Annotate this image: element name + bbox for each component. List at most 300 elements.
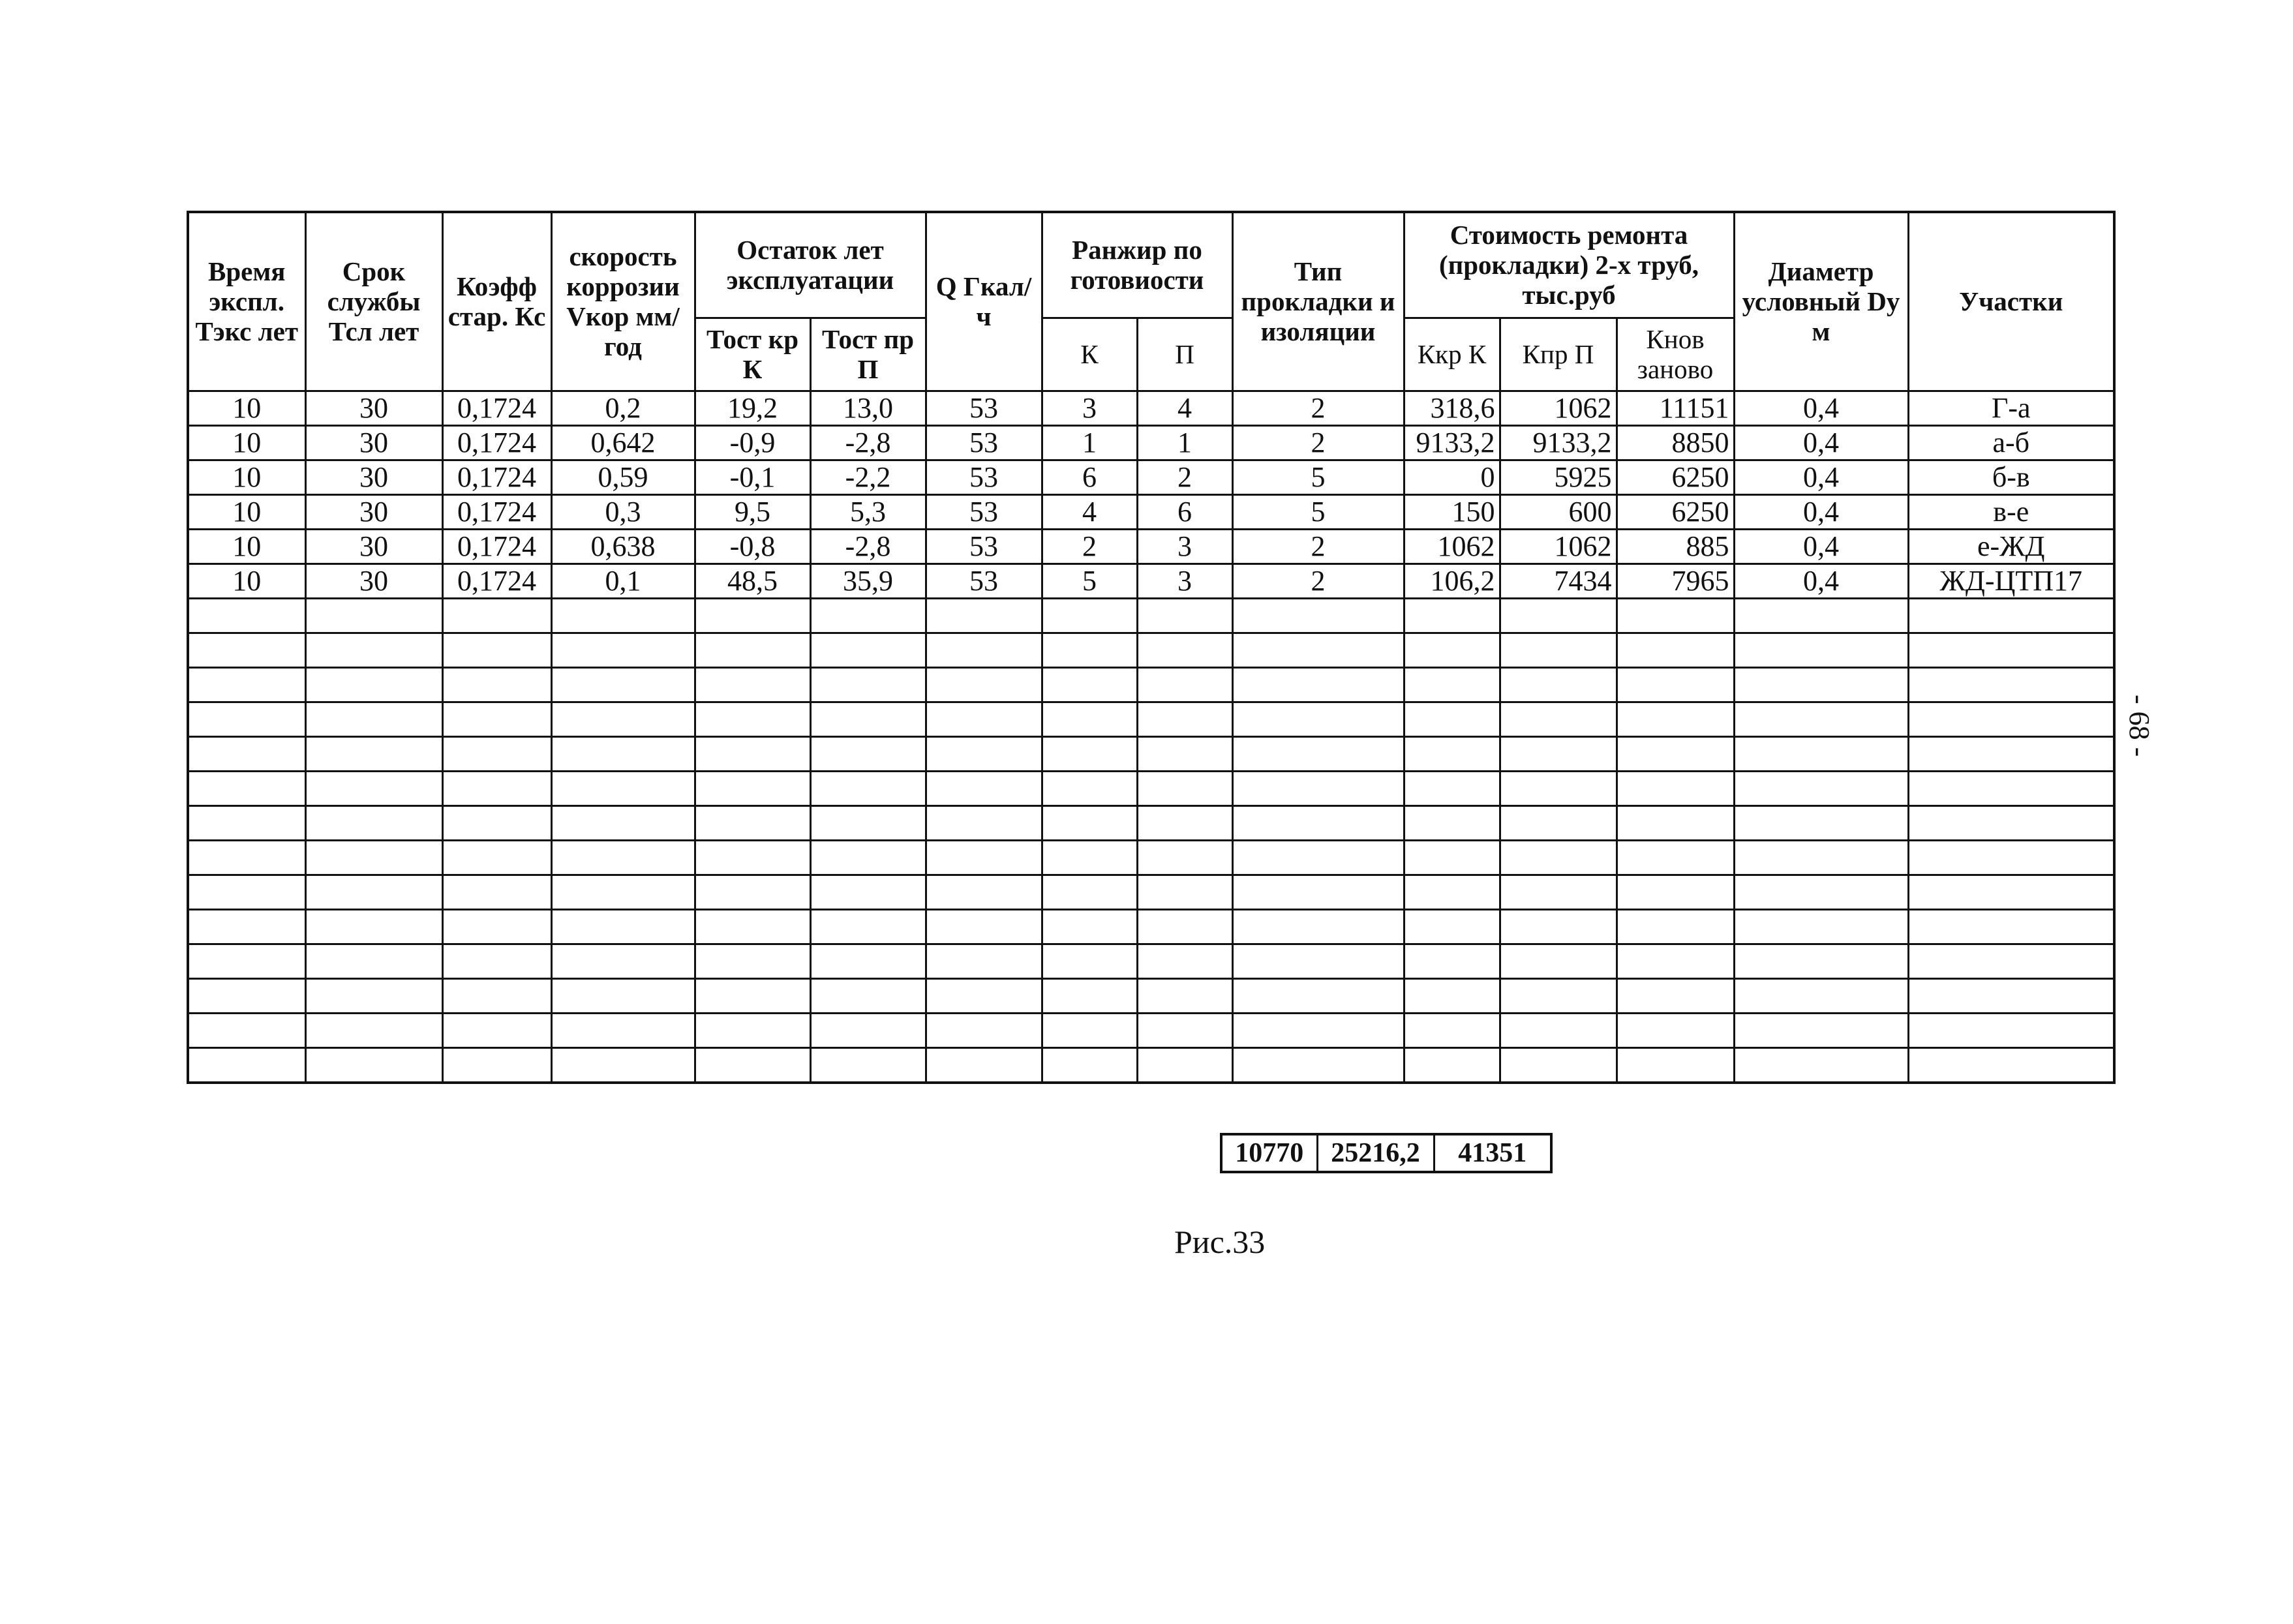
- cell-p: 3: [1137, 564, 1232, 598]
- empty-cell: [551, 667, 695, 702]
- empty-cell: [1232, 1013, 1404, 1047]
- empty-cell: [188, 667, 305, 702]
- cell-rp: 13,0: [810, 391, 926, 425]
- empty-cell: [1908, 702, 2114, 736]
- empty-cell: [1617, 978, 1734, 1013]
- empty-cell: [305, 805, 442, 840]
- cell-s: 30: [305, 494, 442, 529]
- table-body: [188, 391, 2114, 1083]
- empty-cell: [442, 598, 551, 633]
- empty-cell: [1500, 1047, 1617, 1083]
- cell-c: 0,1724: [442, 460, 551, 494]
- cell-rp: -2,2: [810, 460, 926, 494]
- empty-cell: [1042, 771, 1137, 805]
- empty-cell: [442, 840, 551, 875]
- cell-s: 30: [305, 529, 442, 564]
- empty-cell: [1908, 1047, 2114, 1083]
- empty-cell: [1734, 909, 1908, 944]
- empty-cell: [1617, 1013, 1734, 1047]
- cell-cp: 1062: [1500, 529, 1617, 564]
- empty-cell: [551, 909, 695, 944]
- empty-cell: [551, 771, 695, 805]
- empty-cell: [810, 598, 926, 633]
- empty-cell: [442, 875, 551, 909]
- empty-cell: [926, 633, 1042, 667]
- empty-cell: [926, 1047, 1042, 1083]
- empty-cell: [1734, 598, 1908, 633]
- empty-cell: [926, 702, 1042, 736]
- empty-cell: [442, 1047, 551, 1083]
- empty-cell: [551, 805, 695, 840]
- cell-ck: 1062: [1404, 529, 1500, 564]
- empty-row: [188, 771, 2114, 805]
- cell-c: 0,1724: [442, 529, 551, 564]
- cell-cp: 1062: [1500, 391, 1617, 425]
- cell-s: 30: [305, 425, 442, 460]
- header-remaining-years: Остаток лет эксплуатации: [695, 212, 926, 318]
- cell-t: 10: [188, 564, 305, 598]
- empty-cell: [1042, 875, 1137, 909]
- cell-q: 53: [926, 564, 1042, 598]
- header-sections: Участки: [1908, 212, 2114, 391]
- empty-cell: [1137, 909, 1232, 944]
- cell-v: 0,638: [551, 529, 695, 564]
- header-service-life: Срок службы Тсл лет: [305, 212, 442, 391]
- empty-cell: [551, 944, 695, 978]
- empty-cell: [1500, 909, 1617, 944]
- cell-c: 0,1724: [442, 425, 551, 460]
- empty-cell: [551, 702, 695, 736]
- cell-c: 0,1724: [442, 564, 551, 598]
- empty-cell: [188, 598, 305, 633]
- empty-cell: [1137, 1047, 1232, 1083]
- empty-cell: [1232, 805, 1404, 840]
- header-rank-p: П: [1137, 318, 1232, 391]
- cell-k: 5: [1042, 564, 1137, 598]
- empty-cell: [305, 633, 442, 667]
- empty-cell: [1042, 1047, 1137, 1083]
- header-diameter: Диаметр условный Dу м: [1734, 212, 1908, 391]
- empty-cell: [1137, 633, 1232, 667]
- empty-cell: [1042, 840, 1137, 875]
- empty-cell: [926, 736, 1042, 771]
- empty-cell: [305, 1047, 442, 1083]
- empty-cell: [1734, 805, 1908, 840]
- empty-cell: [1500, 736, 1617, 771]
- empty-cell: [926, 840, 1042, 875]
- figure-caption: Рис.33: [1174, 1224, 1266, 1260]
- empty-cell: [1734, 771, 1908, 805]
- empty-cell: [442, 909, 551, 944]
- header-q: Q Гкал/ч: [926, 212, 1042, 391]
- cell-rk: -0,8: [695, 529, 810, 564]
- table-row: [188, 529, 2114, 564]
- empty-cell: [1404, 840, 1500, 875]
- cell-sec: в-е: [1908, 494, 2114, 529]
- empty-cell: [810, 875, 926, 909]
- empty-cell: [1500, 1013, 1617, 1047]
- empty-cell: [1734, 702, 1908, 736]
- empty-row: [188, 667, 2114, 702]
- empty-cell: [695, 771, 810, 805]
- empty-cell: [305, 736, 442, 771]
- empty-cell: [551, 875, 695, 909]
- table-row: [188, 494, 2114, 529]
- empty-cell: [188, 1013, 305, 1047]
- header-rank: Ранжир по готовиости: [1042, 212, 1232, 318]
- empty-cell: [1232, 667, 1404, 702]
- empty-cell: [188, 702, 305, 736]
- cell-cp: 9133,2: [1500, 425, 1617, 460]
- empty-cell: [1617, 944, 1734, 978]
- cell-rp: -2,8: [810, 529, 926, 564]
- empty-cell: [1734, 1047, 1908, 1083]
- empty-cell: [810, 633, 926, 667]
- empty-cell: [1500, 875, 1617, 909]
- cell-cn: 885: [1617, 529, 1734, 564]
- empty-cell: [305, 667, 442, 702]
- empty-cell: [1404, 909, 1500, 944]
- empty-cell: [1042, 633, 1137, 667]
- cell-ck: 318,6: [1404, 391, 1500, 425]
- table-row: [188, 391, 2114, 425]
- empty-cell: [1232, 909, 1404, 944]
- empty-cell: [1617, 1047, 1734, 1083]
- empty-cell: [1908, 805, 2114, 840]
- empty-cell: [305, 944, 442, 978]
- empty-cell: [1617, 875, 1734, 909]
- cell-rp: 35,9: [810, 564, 926, 598]
- empty-cell: [810, 702, 926, 736]
- cell-q: 53: [926, 391, 1042, 425]
- empty-cell: [1232, 736, 1404, 771]
- cell-rp: -2,8: [810, 425, 926, 460]
- empty-cell: [1908, 736, 2114, 771]
- empty-cell: [1404, 805, 1500, 840]
- cell-rk: -0,9: [695, 425, 810, 460]
- empty-cell: [1137, 667, 1232, 702]
- empty-cell: [1232, 633, 1404, 667]
- cell-cn: 7965: [1617, 564, 1734, 598]
- table-row: [188, 460, 2114, 494]
- empty-cell: [1908, 633, 2114, 667]
- empty-cell: [1137, 702, 1232, 736]
- empty-cell: [1232, 771, 1404, 805]
- cell-p: 3: [1137, 529, 1232, 564]
- empty-cell: [1232, 702, 1404, 736]
- empty-cell: [695, 909, 810, 944]
- empty-cell: [442, 736, 551, 771]
- cell-t: 10: [188, 391, 305, 425]
- empty-cell: [188, 771, 305, 805]
- cell-sec: б-в: [1908, 460, 2114, 494]
- empty-cell: [188, 633, 305, 667]
- cell-p: 2: [1137, 460, 1232, 494]
- empty-cell: [695, 702, 810, 736]
- empty-cell: [1232, 875, 1404, 909]
- cell-ck: 150: [1404, 494, 1500, 529]
- empty-cell: [1500, 771, 1617, 805]
- total-cost-new: 41351: [1434, 1134, 1551, 1172]
- cell-cp: 5925: [1500, 460, 1617, 494]
- empty-cell: [695, 736, 810, 771]
- empty-cell: [1734, 978, 1908, 1013]
- cell-k: 6: [1042, 460, 1137, 494]
- header-repair-cost: Стоимость ремонта (прокладки) 2-х труб, тыс.руб: [1404, 212, 1734, 318]
- header-corrosion-rate: скорость коррозии Vкор мм/год: [551, 212, 695, 391]
- empty-cell: [695, 875, 810, 909]
- cell-sec: е-ЖД: [1908, 529, 2114, 564]
- empty-cell: [1137, 771, 1232, 805]
- empty-cell: [1404, 978, 1500, 1013]
- empty-cell: [442, 667, 551, 702]
- empty-cell: [810, 1047, 926, 1083]
- data-sheet: [187, 211, 2113, 1084]
- header-aging-coef: Коэфф стар. Кс: [442, 212, 551, 391]
- empty-cell: [1137, 875, 1232, 909]
- empty-row: [188, 736, 2114, 771]
- empty-cell: [305, 771, 442, 805]
- empty-cell: [1232, 978, 1404, 1013]
- cell-sec: а-б: [1908, 425, 2114, 460]
- empty-cell: [551, 736, 695, 771]
- cell-sec: Г-а: [1908, 391, 2114, 425]
- cell-rk: -0,1: [695, 460, 810, 494]
- header-cost-p: Кпр П: [1500, 318, 1617, 391]
- cell-d: 0,4: [1734, 564, 1908, 598]
- empty-cell: [1137, 1013, 1232, 1047]
- cell-v: 0,1: [551, 564, 695, 598]
- cell-p: 1: [1137, 425, 1232, 460]
- empty-cell: [810, 667, 926, 702]
- empty-cell: [1042, 598, 1137, 633]
- table-row: [188, 425, 2114, 460]
- cell-k: 4: [1042, 494, 1137, 529]
- empty-cell: [1734, 840, 1908, 875]
- empty-cell: [1908, 771, 2114, 805]
- empty-cell: [188, 909, 305, 944]
- empty-cell: [926, 978, 1042, 1013]
- totals-row: [1220, 1133, 1553, 1173]
- empty-cell: [1734, 633, 1908, 667]
- cell-t: 10: [188, 494, 305, 529]
- cell-type: 2: [1232, 425, 1404, 460]
- empty-cell: [305, 840, 442, 875]
- empty-cell: [442, 633, 551, 667]
- empty-row: [188, 702, 2114, 736]
- empty-cell: [695, 978, 810, 1013]
- cell-d: 0,4: [1734, 391, 1908, 425]
- empty-cell: [188, 805, 305, 840]
- empty-cell: [926, 598, 1042, 633]
- cell-d: 0,4: [1734, 529, 1908, 564]
- total-cost-p: 25216,2: [1317, 1134, 1434, 1172]
- empty-cell: [188, 875, 305, 909]
- empty-cell: [1617, 840, 1734, 875]
- empty-cell: [1734, 875, 1908, 909]
- empty-cell: [442, 702, 551, 736]
- empty-cell: [695, 598, 810, 633]
- empty-cell: [695, 840, 810, 875]
- empty-cell: [1617, 909, 1734, 944]
- cell-k: 3: [1042, 391, 1137, 425]
- empty-cell: [1908, 1013, 2114, 1047]
- empty-cell: [695, 944, 810, 978]
- cell-q: 53: [926, 460, 1042, 494]
- cell-cn: 6250: [1617, 460, 1734, 494]
- cell-k: 1: [1042, 425, 1137, 460]
- empty-cell: [926, 805, 1042, 840]
- cell-d: 0,4: [1734, 460, 1908, 494]
- empty-cell: [1500, 944, 1617, 978]
- cost-table: [187, 211, 2116, 1084]
- empty-cell: [1137, 944, 1232, 978]
- empty-cell: [1137, 736, 1232, 771]
- empty-cell: [1617, 805, 1734, 840]
- cell-s: 30: [305, 460, 442, 494]
- empty-cell: [1042, 702, 1137, 736]
- empty-row: [188, 598, 2114, 633]
- empty-cell: [1908, 944, 2114, 978]
- header-laying-type: Тип прокладки и изоляции: [1232, 212, 1404, 391]
- empty-cell: [1232, 944, 1404, 978]
- cell-rp: 5,3: [810, 494, 926, 529]
- empty-cell: [1404, 1013, 1500, 1047]
- empty-cell: [1404, 702, 1500, 736]
- empty-cell: [695, 633, 810, 667]
- empty-cell: [1617, 702, 1734, 736]
- empty-cell: [810, 805, 926, 840]
- empty-cell: [1042, 736, 1137, 771]
- cell-p: 6: [1137, 494, 1232, 529]
- cell-q: 53: [926, 425, 1042, 460]
- header-time: Время экспл. Тэкс лет: [188, 212, 305, 391]
- cell-type: 2: [1232, 391, 1404, 425]
- empty-cell: [551, 633, 695, 667]
- empty-cell: [926, 1013, 1042, 1047]
- empty-cell: [1500, 840, 1617, 875]
- empty-cell: [1500, 978, 1617, 1013]
- table-row: [188, 564, 2114, 598]
- cell-ck: 0: [1404, 460, 1500, 494]
- cell-t: 10: [188, 460, 305, 494]
- empty-cell: [1042, 944, 1137, 978]
- empty-row: [188, 1013, 2114, 1047]
- cell-t: 10: [188, 529, 305, 564]
- empty-cell: [1908, 667, 2114, 702]
- cell-type: 2: [1232, 564, 1404, 598]
- cell-cn: 6250: [1617, 494, 1734, 529]
- empty-cell: [551, 840, 695, 875]
- empty-cell: [1908, 840, 2114, 875]
- empty-cell: [810, 736, 926, 771]
- cell-cp: 7434: [1500, 564, 1617, 598]
- empty-cell: [1137, 805, 1232, 840]
- empty-cell: [1232, 598, 1404, 633]
- empty-cell: [188, 736, 305, 771]
- cell-rk: 19,2: [695, 391, 810, 425]
- empty-cell: [1617, 736, 1734, 771]
- empty-cell: [188, 840, 305, 875]
- empty-cell: [1908, 978, 2114, 1013]
- empty-cell: [1908, 598, 2114, 633]
- empty-cell: [305, 978, 442, 1013]
- empty-cell: [1734, 667, 1908, 702]
- empty-row: [188, 875, 2114, 909]
- cell-t: 10: [188, 425, 305, 460]
- empty-cell: [1042, 909, 1137, 944]
- empty-row: [188, 840, 2114, 875]
- empty-cell: [1500, 702, 1617, 736]
- cell-v: 0,2: [551, 391, 695, 425]
- header-cost-k: Ккр К: [1404, 318, 1500, 391]
- empty-row: [188, 805, 2114, 840]
- empty-cell: [305, 598, 442, 633]
- empty-cell: [1617, 598, 1734, 633]
- empty-cell: [810, 1013, 926, 1047]
- empty-cell: [810, 909, 926, 944]
- empty-cell: [1404, 944, 1500, 978]
- empty-cell: [1232, 840, 1404, 875]
- cell-sec: ЖД-ЦТП17: [1908, 564, 2114, 598]
- empty-cell: [1617, 667, 1734, 702]
- empty-cell: [1404, 875, 1500, 909]
- empty-cell: [305, 1013, 442, 1047]
- cell-type: 5: [1232, 460, 1404, 494]
- empty-cell: [1042, 667, 1137, 702]
- empty-cell: [810, 978, 926, 1013]
- empty-cell: [1404, 667, 1500, 702]
- cell-d: 0,4: [1734, 425, 1908, 460]
- cell-rk: 48,5: [695, 564, 810, 598]
- empty-cell: [1137, 598, 1232, 633]
- cell-cn: 11151: [1617, 391, 1734, 425]
- cell-rk: 9,5: [695, 494, 810, 529]
- empty-cell: [188, 1047, 305, 1083]
- total-cost-k: 10770: [1221, 1134, 1317, 1172]
- cell-p: 4: [1137, 391, 1232, 425]
- cell-cp: 600: [1500, 494, 1617, 529]
- cell-c: 0,1724: [442, 494, 551, 529]
- empty-cell: [810, 771, 926, 805]
- header-rank-k: К: [1042, 318, 1137, 391]
- empty-cell: [926, 771, 1042, 805]
- cell-ck: 9133,2: [1404, 425, 1500, 460]
- empty-cell: [695, 1047, 810, 1083]
- cell-k: 2: [1042, 529, 1137, 564]
- empty-cell: [1617, 771, 1734, 805]
- empty-cell: [1617, 633, 1734, 667]
- cell-type: 2: [1232, 529, 1404, 564]
- empty-cell: [442, 944, 551, 978]
- empty-cell: [695, 805, 810, 840]
- empty-cell: [1734, 944, 1908, 978]
- empty-cell: [1734, 736, 1908, 771]
- empty-cell: [305, 875, 442, 909]
- header-remaining-k: Тост кр К: [695, 318, 810, 391]
- page-number: - 68 -: [2123, 695, 2155, 757]
- empty-cell: [1042, 1013, 1137, 1047]
- empty-cell: [1042, 805, 1137, 840]
- cell-type: 5: [1232, 494, 1404, 529]
- empty-cell: [442, 805, 551, 840]
- empty-cell: [551, 1013, 695, 1047]
- empty-cell: [810, 840, 926, 875]
- empty-cell: [1404, 771, 1500, 805]
- cell-q: 53: [926, 494, 1042, 529]
- empty-cell: [1500, 667, 1617, 702]
- empty-row: [188, 909, 2114, 944]
